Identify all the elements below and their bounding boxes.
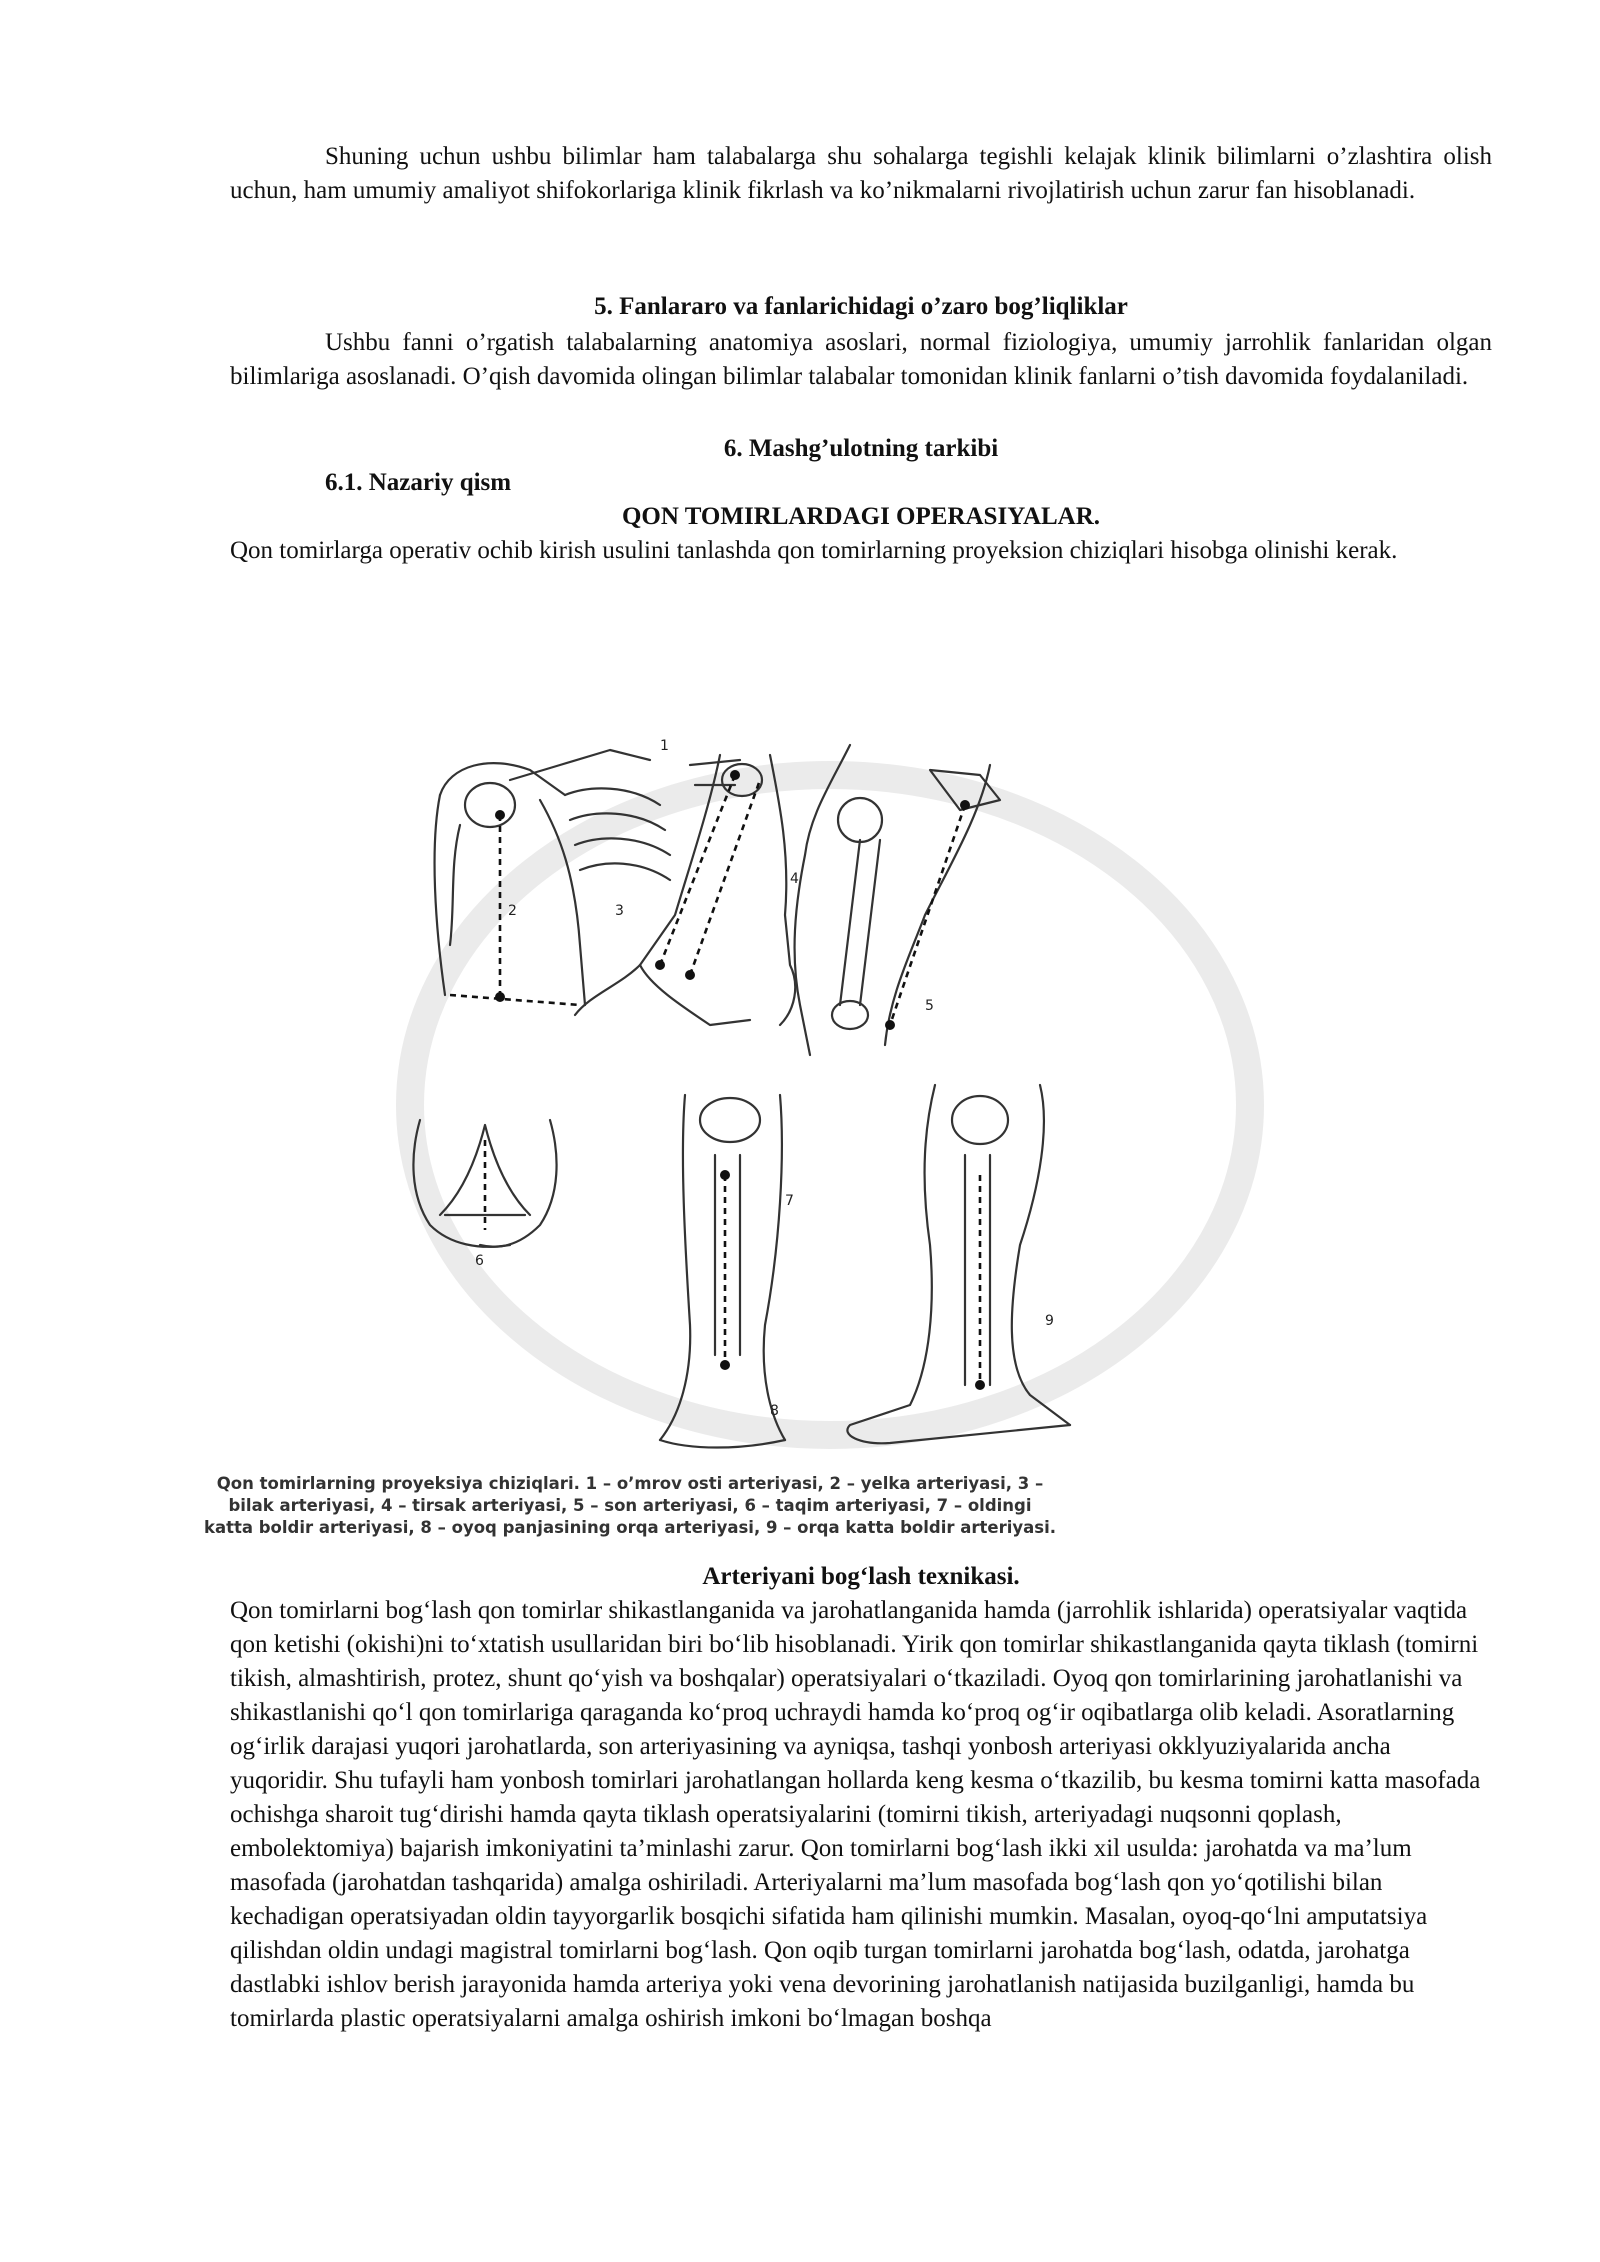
caption-line: bilak arteriyasi, 4 – tirsak arteriyasi, 5 – son arteriyasi, 6 – taqim arteriyasi, 7 – oldingi [228, 1496, 1032, 1515]
figure-label-3: 3 [615, 903, 624, 919]
caption-line: katta boldir arteriyasi, 8 – oyoq panjasining orqa arteriyasi, 9 – orqa katta boldir arteriyasi. [203, 1518, 1057, 1537]
projection-lines-paragraph: Qon tomirlarga operativ ochib kirish usulini tanlashda qon tomirlarning proyeksion chiziqlari hisobga olinishi kerak. [230, 537, 1398, 564]
anatomy-figure [390, 725, 1270, 1480]
figure-label-9: 9 [1045, 1313, 1054, 1329]
topic-heading: QON TOMIRLARDAGI OPERASIYALAR. [621, 503, 1101, 530]
section-5-heading: 5. Fanlararo va fanlarichidagi o’zaro bog’liqliklar [594, 293, 1128, 320]
interdisciplinary-paragraph: Ushbu fanni o’rgatish talabalarning anatomiya asoslari, normal fiziologiya, umumiy jarrohlik fanlaridan olgan bilimlariga asoslanadi. O’qish davomida olingan bilimlar talabalar tomonidan klinik fanlarni o’tish davomida foydalaniladi. [230, 329, 1492, 390]
figure-caption [170, 1473, 1090, 1539]
document-page [230, 140, 1492, 568]
figure-label-1: 1 [660, 738, 669, 754]
ligation-paragraph: Qon tomirlarni bog‘lash qon tomirlar shikastlanganida va jarohatlanganida hamda (jarrohlik ishlarida) operatsiyalar vaqtida qon ketishi (okishi)ni to‘xtatish usullaridan biri bo‘lib hisoblanadi. Yirik qon tomirlar shikastlanganida qayta tiklash (tomirni tikish, almashtirish, protez, shunt qo‘yish va boshqalar) operatsiyalari o‘tkaziladi. Oyoq qon tomirlarining jarohatlanishi va shikastlanishi qo‘l qon tomirlariga qaraganda ko‘proq uchraydi hamda ko‘proq og‘ir oqibatlarga olib keladi. Asoratlarning og‘irlik darajasi yuqori jarohatlarda, son arteriyasining va ayniqsa, tashqi yonbosh arteriyasi okklyuziyalarida ancha yuqoridir. Shu tufayli ham yonbosh tomirlari jarohatlangan hollarda keng kesma o‘tkazilib, bu kesma tomirni katta masofada ochishga sharoit tug‘dirishi hamda qayta tiklash operatsiyalarini (tomirni tikish, arteriyadagi nuqsonni qoplash, embolektomiya) bajarish imkoniyatini ta’minlashi zarur. Qon tomirlarni bog‘lash ikki xil usulda: jarohatda va ma’lum masofada (jarohatdan tashqarida) amalga oshiriladi. Arteriyalarni ma’lum masofada bog‘lash qon yo‘qotilishi bilan kechadigan operatsiyadan oldin tayyorgarlik bosqichi sifatida ham qilinishi mumkin. Masalan, oyoq-qo‘lni amputatsiya qilishdan oldin undagi magistral tomirlarni bog‘lash. Qon oqib turgan tomirlarni jarohatda bog‘lash, odatda, jarohatga dastlabki ishlov berish jarayonida hamda arteriya yoki vena devorining jarohatlanish natijasida buzilganligi, hamda bu tomirlarda plastic operatsiyalarni amalga oshirish imkoni bo‘lmagan boshqa [230, 1597, 1481, 2032]
section-6-heading: 6. Mashg’ulotning tarkibi [723, 435, 999, 462]
figure-label-4: 4 [790, 871, 799, 887]
figure-label-8: 8 [770, 1403, 779, 1419]
ligation-heading: Arteriyani bog‘lash texnikasi. [702, 1563, 1020, 1590]
figure-label-6: 6 [475, 1253, 484, 1269]
figure-label-5: 5 [925, 998, 934, 1014]
ligation-section [230, 1560, 1492, 2036]
anatomy-illustration [390, 725, 1270, 1480]
anterior-leg-drawing [660, 1095, 785, 1448]
caption-line: Qon tomirlarning proyeksiya chiziqlari. 1 – o’mrov osti arteriyasi, 2 – yelka arteriyasi, 3 – [216, 1474, 1044, 1493]
figure-label-7: 7 [785, 1193, 794, 1209]
subsection-heading: 6.1. Nazariy qism [325, 469, 512, 496]
figure-label-2: 2 [508, 903, 517, 919]
intro-paragraph: Shuning uchun ushbu bilimlar ham talabalarga shu sohalarga tegishli kelajak klinik bilimlarni o’zlashtira olish uchun, ham umumiy amaliyot shifokorlariga klinik fikrlash va ko’nikmalarni rivojlatirish uchun zarur fan hisoblanadi. [230, 143, 1492, 204]
shoulder-drawing [435, 750, 670, 1005]
